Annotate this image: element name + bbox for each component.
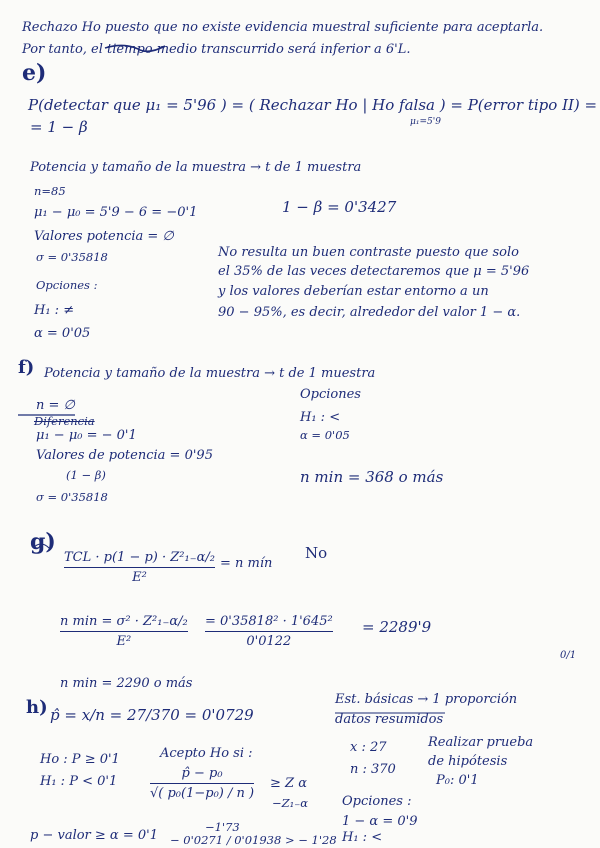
h-pvalor: p − valor ≥ α = 0'1 [30,828,158,843]
h-est-2: datos resumidos [335,712,444,727]
h-stat-rhs: ≥ Z α [270,776,307,791]
h-stat-rhs-2: −Z₁₋α [272,796,309,810]
section-g-label: g) [30,529,56,555]
e-note-1: No resulta un buen contraste puesto que solo [218,245,519,260]
h-phat: p̂ = x/n = 27/370 = 0'0729 [50,706,254,724]
e-note-4: 90 − 95%, es decir, alrededor del valor 1 − α. [218,305,521,320]
e-opciones: Opciones : [36,278,98,292]
g-nmin-den2: 0'0122 [246,634,292,649]
f-opciones: Opciones [300,387,361,402]
f-n: n = ∅ [36,398,75,413]
h-acepto: Acepto Ho si : [160,746,253,761]
g-conclusion: n min = 2290 o más [60,676,193,691]
e-n: n=85 [34,184,66,198]
f-paren: (1 − β) [66,468,106,482]
intro-line-2: Por tanto, el tiempo medio transcurrido será inferior a 6'L. [22,42,411,57]
h-calc: − 0'0271 / 0'01938 > − 1'28 [170,833,337,847]
h-h1b: H₁ : < [342,830,383,845]
h-conf: 1 − α = 0'9 [342,814,418,829]
g-nmin-num2: = 0'35818² · 1'645² [205,614,333,629]
e-power: 1 − β = 0'3427 [282,198,397,216]
f-valores: Valores de potencia = 0'95 [36,448,213,463]
margin-mark: 0/1 [560,650,577,661]
h-realizar-1: Realizar prueba [428,735,534,750]
g-nmin-den: E² [116,634,132,649]
e-alpha: α = 0'05 [34,326,91,341]
h-h0: Ho : P ≥ 0'1 [40,752,120,767]
e-h1: H₁ : ≠ [34,303,75,318]
e-note-3: y los valores deberían estar entorno a un [218,284,489,299]
h-opciones: Opciones : [342,794,412,809]
h-stat-fraction [150,766,254,801]
h-n: n : 370 [350,762,396,777]
g-nmin-fraction-2 [205,614,333,649]
g-nmin-num: n min = σ² · Z²₁₋α/₂ [60,614,188,629]
section-e-label: e) [22,60,47,86]
g-tcl-den: E² [132,570,147,585]
e-prob-line-2: = 1 − β [30,118,88,136]
section-h-label: h) [26,697,48,718]
h-realizar-3: P₀: 0'1 [436,773,479,788]
f-diferencia-struck: Diferencia [34,414,95,428]
h-stat-num: p̂ − p₀ [181,766,223,781]
g-no: No [305,544,328,562]
h-h1: H₁ : P < 0'1 [40,774,118,789]
f-heading: Potencia y tamaño de la muestra → t de 1 muestra [44,366,376,381]
f-alpha: α = 0'05 [300,428,350,442]
g-nmin-fraction [60,614,188,649]
e-heading: Potencia y tamaño de la muestra → t de 1 muestra [30,160,362,175]
g-tcl-fraction [64,550,215,585]
h-stat-den: √( p₀(1−p₀) / n ) [150,786,255,801]
h-x: x : 27 [350,740,387,755]
f-nmin: n min = 368 o más [300,468,444,486]
g-nmin-result: = 2289'9 [362,618,432,636]
section-f-label: f) [18,357,35,378]
f-h1: H₁ : < [300,410,341,425]
f-diff: μ₁ − μ₀ = − 0'1 [36,428,137,443]
f-sigma: σ = 0'35818 [36,490,108,504]
h-est-1: Est. básicas → 1 proporción [335,692,518,707]
e-note-2: el 35% de las veces detectaremos que μ = 5'96 [218,264,530,279]
intro-line-1: Rechazo Ho puesto que no existe evidencia muestral suficiente para aceptarla. [22,20,544,35]
e-sigma: σ = 0'35818 [36,250,108,264]
e-prob-sub: μ₁=5'9 [410,117,441,127]
g-tcl-right: = n mín [220,556,273,571]
g-tcl-num: TCL · p(1 − p) · Z²₁₋α/₂ [64,550,215,565]
e-diff: μ₁ − μ₀ = 5'9 − 6 = −0'1 [34,205,198,220]
e-valores: Valores potencia = ∅ [34,229,174,244]
e-prob-line: P(detectar que μ₁ = 5'96 ) = ( Rechazar Ho | Ho falsa ) = P(error tipo II) = [28,96,598,114]
h-calc-top: −1'73 [205,820,240,834]
h-realizar-2: de hipótesis [428,754,508,769]
